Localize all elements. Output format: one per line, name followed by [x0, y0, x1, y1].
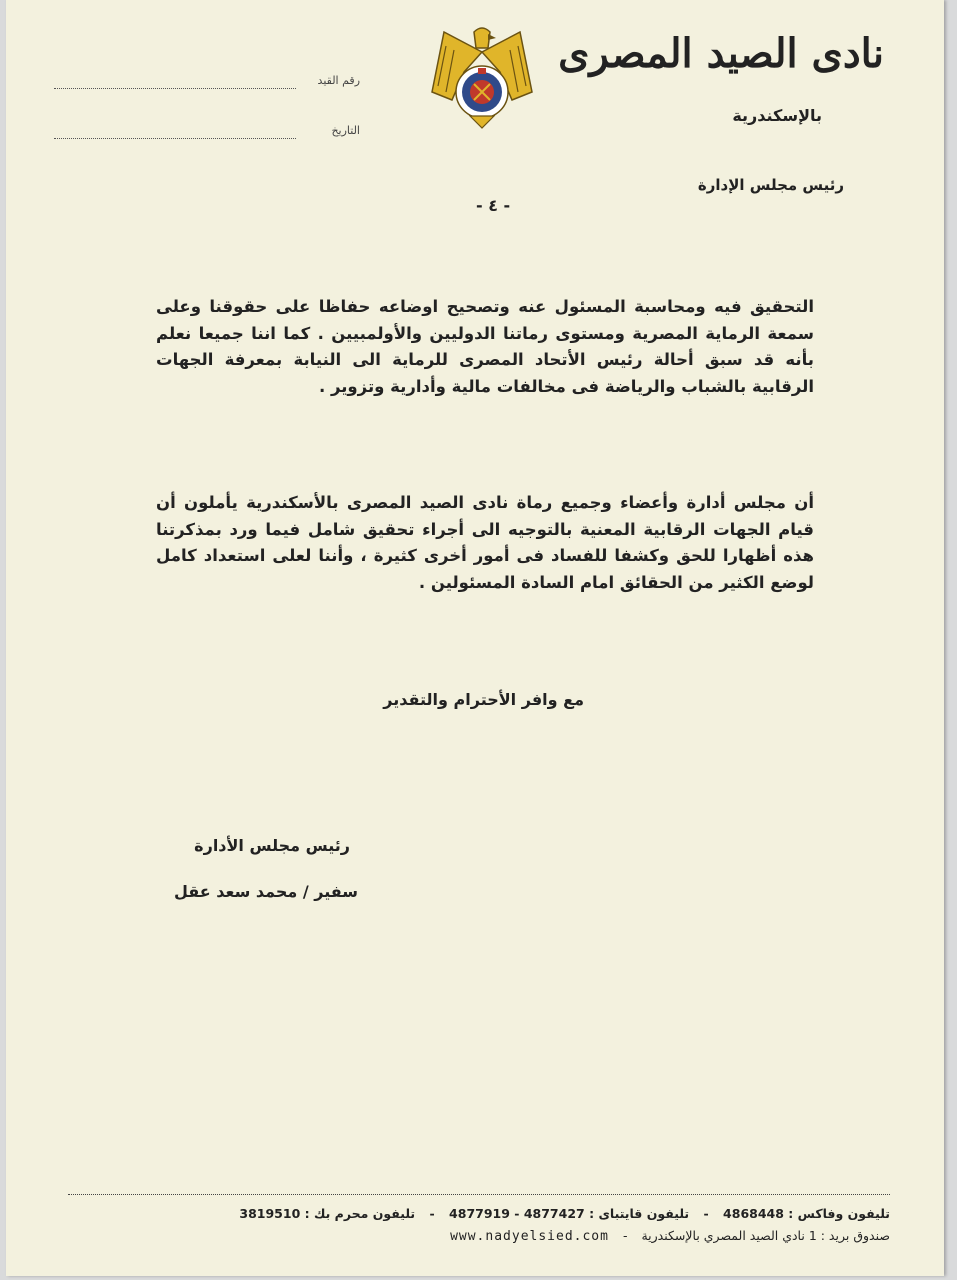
qaitbay-label: تليفون قايتباى :: [589, 1206, 690, 1221]
signature-name: سفير / محمد سعد عقل: [174, 882, 358, 901]
registration-number-label: رقم القيد: [317, 74, 360, 87]
closing-line: مع وافر الأحترام والتقدير: [383, 690, 584, 709]
footer-address: [218, 1228, 890, 1244]
po-box: صندوق بريد : 1 نادي الصيد المصري بالإسكندرية: [641, 1228, 890, 1243]
body-paragraph-1: التحقيق فيه ومحاسبة المسئول عنه وتصحيح اوضاعه حفاظا على حقوقنا وعلى سمعة الرماية المصرية ومستوى رماتنا الدوليين والأولمبيين . كما اننا جميعا نعلم بأنه قد سبق أحالة رئيس الأتحاد المصرى للرماية الى النيابة بمعرفة الجهات الرقابية بالشباب والرياضة فى مخالفات مالية وأدارية وتزوير .: [156, 297, 814, 396]
letter-page: [6, 0, 944, 1276]
signature-title: رئيس مجلس الأدارة: [194, 836, 350, 855]
footer-separator: -: [703, 1206, 709, 1221]
date-line: [54, 138, 296, 139]
phone-fax-number: 4868448: [723, 1206, 784, 1221]
moharram-number: 3819510: [239, 1206, 301, 1221]
club-name: نادى الصيد المصرى: [558, 30, 884, 77]
website-link: www.nadyelsied.com: [450, 1229, 609, 1244]
date-label: التاريخ: [331, 124, 360, 137]
page-number: - ٤ -: [476, 196, 511, 215]
recipient-title: رئيس مجلس الإدارة: [697, 176, 844, 194]
moharram-label: تليفون محرم بك :: [304, 1206, 416, 1221]
footer-phones: [68, 1206, 890, 1221]
date-field: [54, 124, 368, 146]
club-city: بالإسكندرية: [732, 106, 822, 125]
registration-number-line: [54, 88, 296, 89]
footer-divider: [68, 1194, 890, 1195]
phone-fax-label: تليفون وفاكس :: [788, 1206, 890, 1221]
footer-separator: -: [622, 1228, 628, 1243]
footer-separator: -: [429, 1206, 435, 1221]
qaitbay-numbers: 4877427 - 4877919: [449, 1206, 585, 1221]
registration-number-field: [54, 74, 368, 96]
body-paragraph-2: أن مجلس أدارة وأعضاء وجميع رماة نادى الصيد المصرى بالأسكندرية يأملون أن قيام الجهات الرقابية المعنية بالتوجيه الى أجراء تحقيق شامل فيما ورد بمذكرتنا هذه أظهارا للحق وكشفا للفساد فى أمور أخرى كثيرة ، وأننا لعلى استعداد كامل لوضع الكثير من الحقائق امام السادة المسئولين .: [156, 493, 814, 592]
club-emblem-logo: [424, 22, 540, 132]
